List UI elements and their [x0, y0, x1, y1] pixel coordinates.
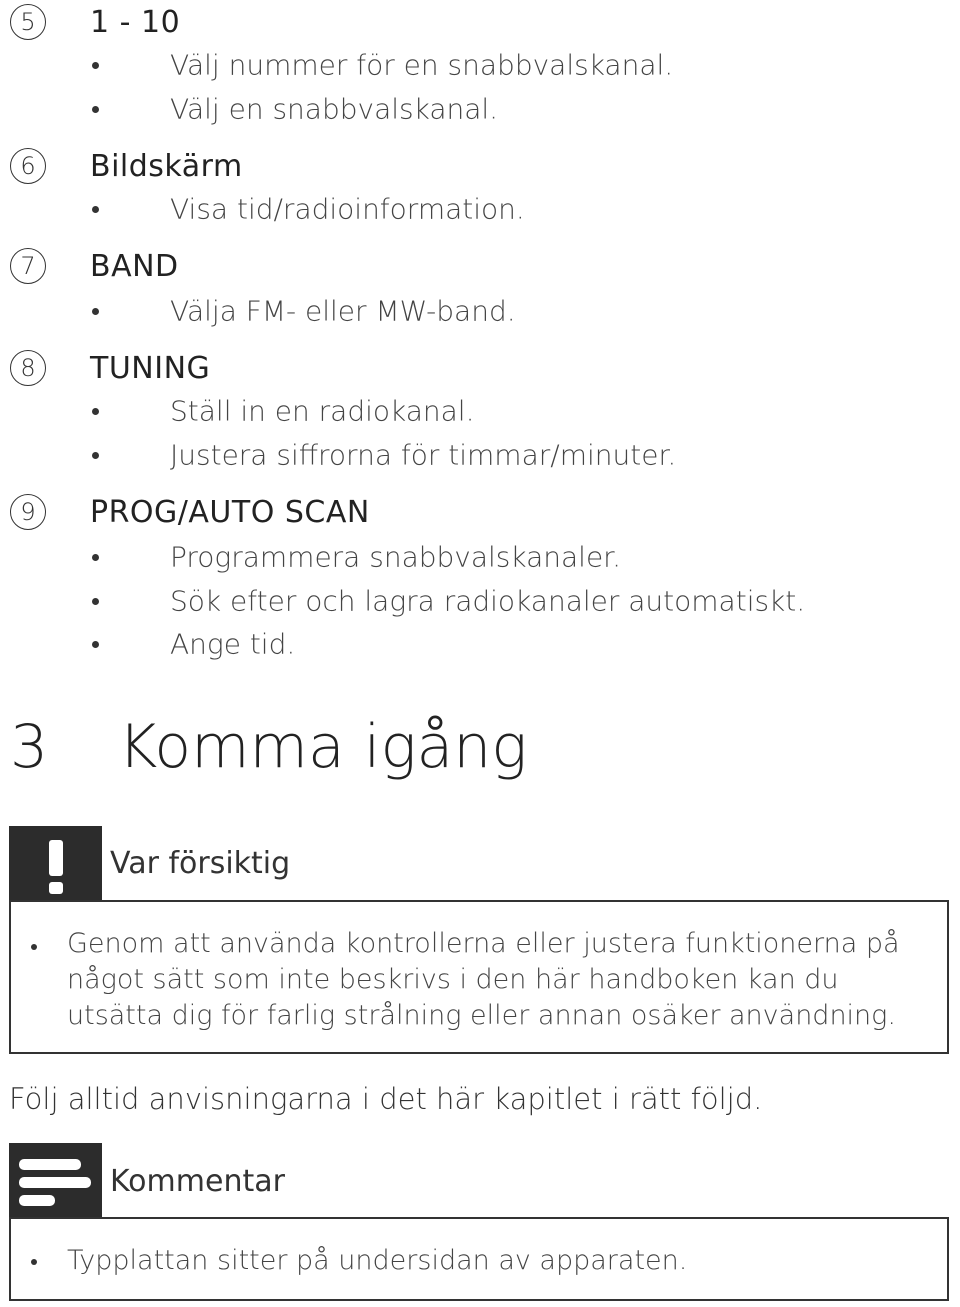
note-text: Typplattan sitter på undersidan av apparaten. — [67, 1245, 688, 1276]
bullet-icon — [31, 944, 37, 950]
list-item-text: Justera siffrorna för timmar/minuter. — [170, 438, 677, 472]
chapter-heading — [0, 712, 960, 784]
note-box — [9, 1217, 949, 1301]
item-title: TUNING — [90, 350, 211, 386]
exclamation-icon — [9, 826, 102, 902]
item-number-badge: 5 — [10, 4, 46, 40]
chapter-title: Komma igång — [118, 712, 528, 782]
caution-text: Genom att använda kontrollerna eller justera funktionerna på något sätt som inte beskrivs i den här handboken kan du utsätta dig för farlig strålning eller annan osäker användning. — [67, 928, 900, 1031]
bullet-icon — [92, 452, 99, 459]
bullet-icon — [92, 641, 99, 648]
bullet-icon — [92, 308, 99, 315]
item-title: 1 - 10 — [90, 4, 181, 40]
list-item-text: Ange tid. — [170, 627, 296, 661]
bullet-icon — [92, 106, 99, 113]
note-tab — [9, 1143, 102, 1219]
item-title: BAND — [90, 248, 179, 284]
caution-box — [9, 900, 949, 1054]
list-item-text: Välj en snabbvalskanal. — [170, 92, 499, 126]
item-number-badge: 6 — [10, 148, 46, 184]
instruction-text: Följ alltid anvisningarna i det här kapitlet i rätt följd. — [9, 1082, 763, 1116]
item-title: PROG/AUTO SCAN — [90, 494, 370, 530]
note-label: Kommentar — [110, 1164, 285, 1199]
bullet-icon — [92, 62, 99, 69]
list-item-text: Programmera snabbvalskanaler. — [170, 540, 622, 574]
list-item-text: Sök efter och lagra radiokanaler automatiskt. — [170, 584, 806, 618]
bullet-icon — [92, 598, 99, 605]
note-lines-icon — [9, 1143, 102, 1219]
item-title: Bildskärm — [90, 148, 243, 184]
item-number-badge: 8 — [10, 350, 46, 386]
list-item-text: Välja FM- eller MW-band. — [170, 294, 516, 328]
bullet-icon — [92, 206, 99, 213]
bullet-icon — [92, 408, 99, 415]
item-number-badge: 9 — [10, 494, 46, 530]
bullet-icon — [92, 554, 99, 561]
caution-tab — [9, 826, 102, 902]
list-item-text: Ställ in en radiokanal. — [170, 394, 475, 428]
bullet-icon — [31, 1259, 37, 1265]
list-item-text: Visa tid/radioinformation. — [170, 192, 525, 226]
list-item-text: Välj nummer för en snabbvalskanal. — [170, 48, 674, 82]
item-number-badge: 7 — [10, 248, 46, 284]
caution-label: Var försiktig — [110, 846, 291, 881]
chapter-number: 3 — [10, 712, 49, 782]
